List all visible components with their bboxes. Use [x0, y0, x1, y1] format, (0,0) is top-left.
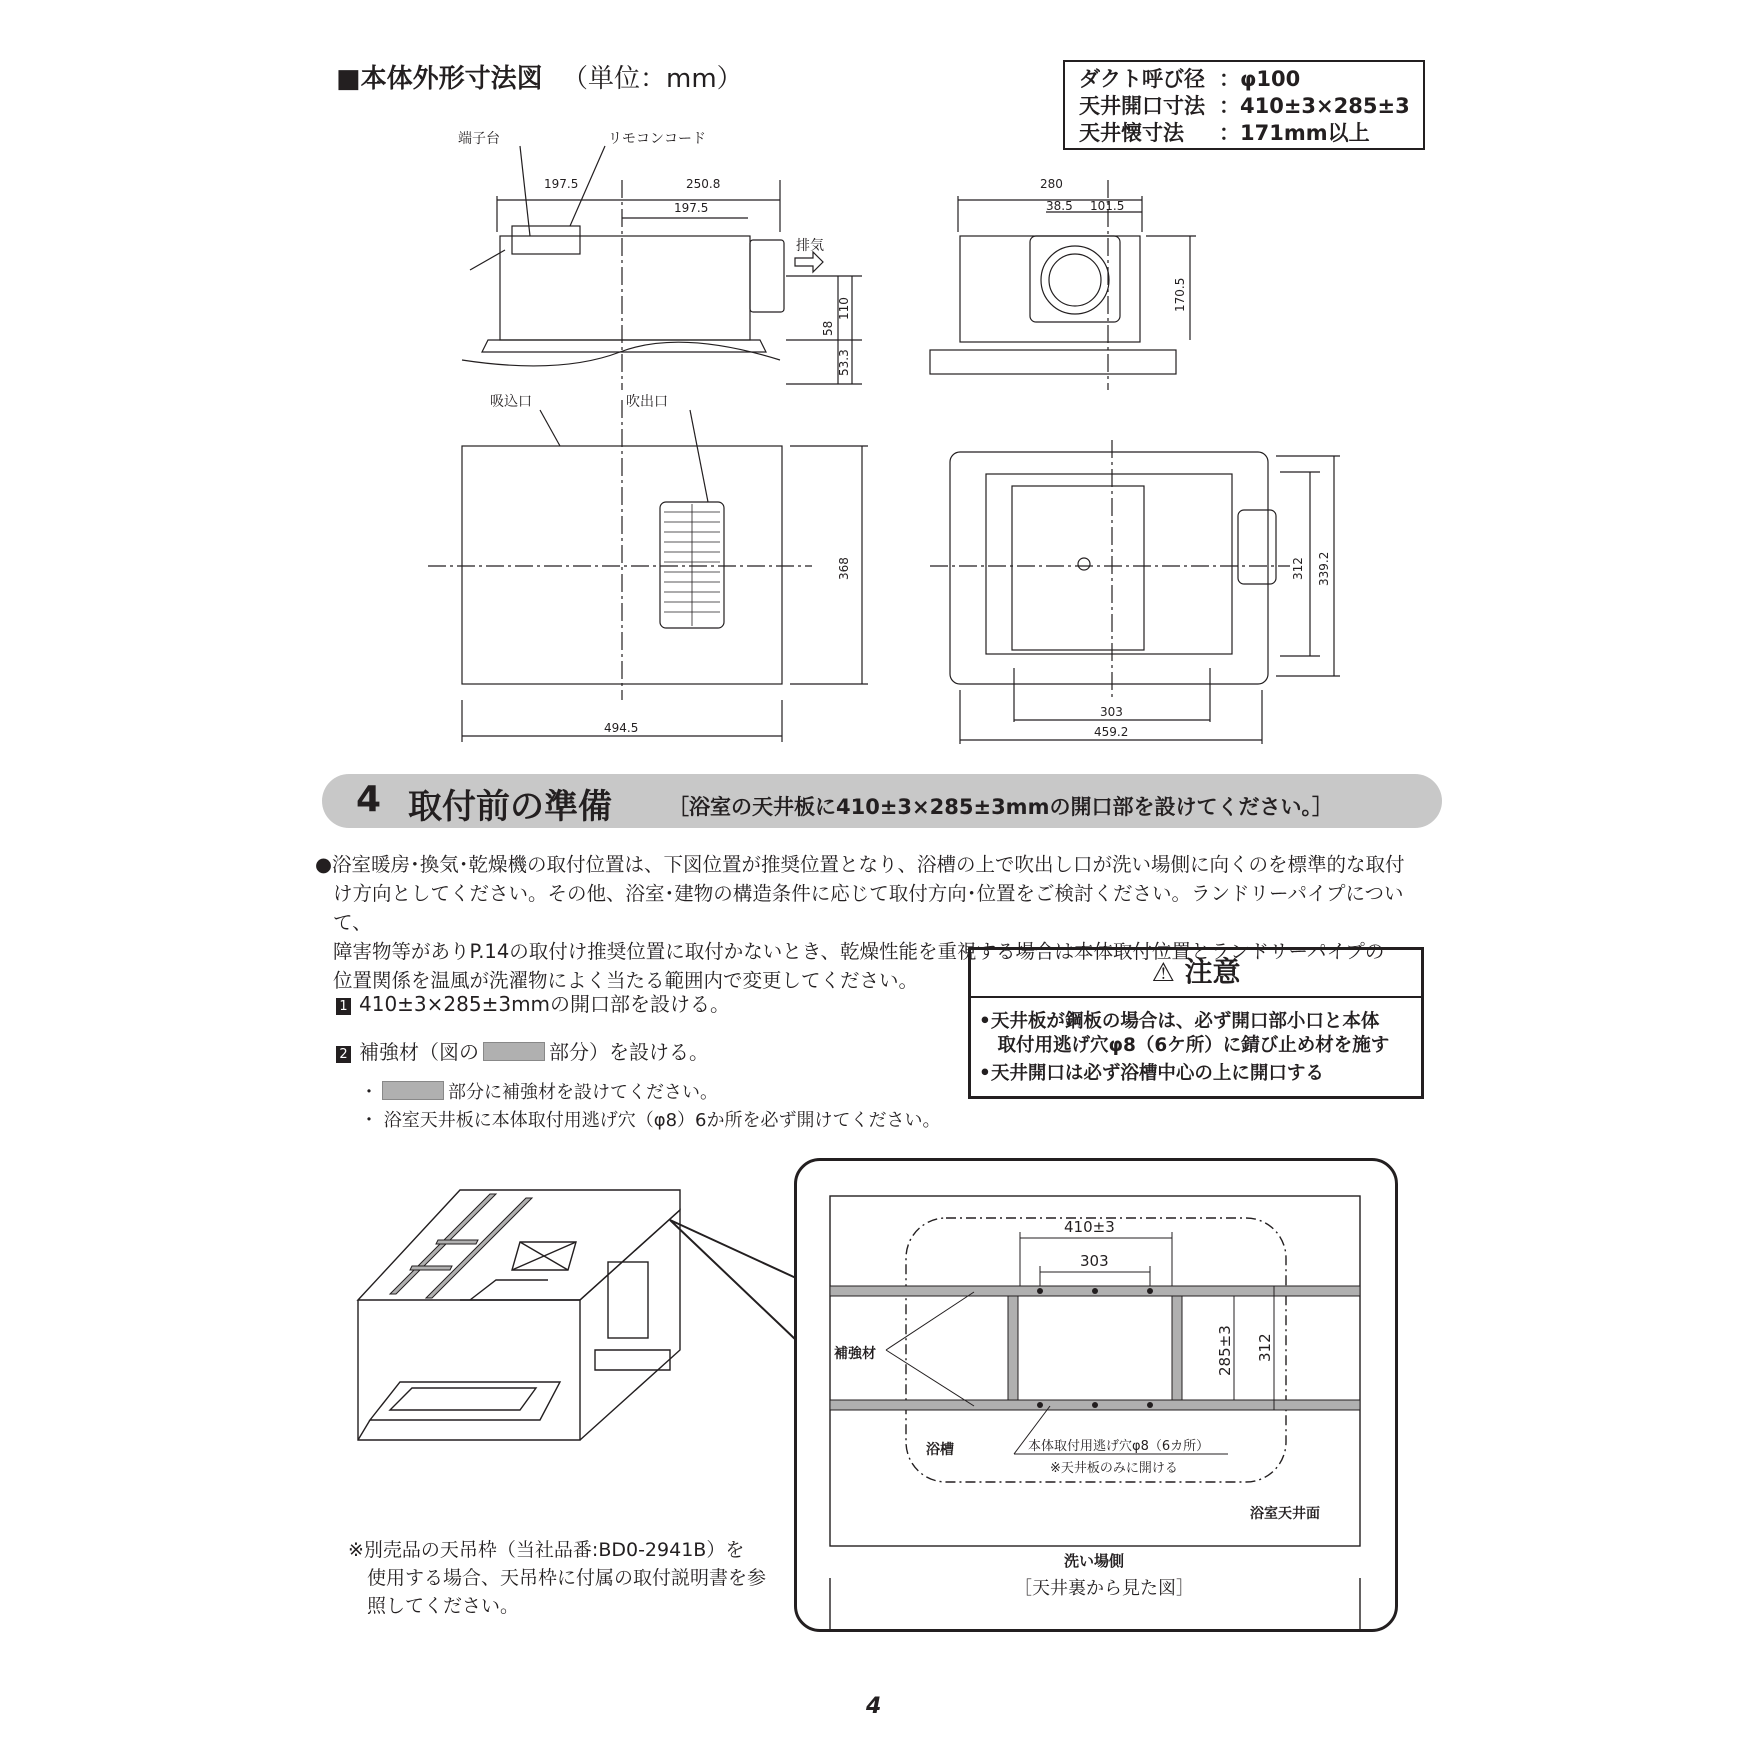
step-number: 2 — [336, 1046, 351, 1063]
plan-view-drawing — [794, 1158, 1398, 1632]
dim-label: 368 — [837, 557, 851, 580]
caution-line: •天井板が鋼板の場合は、必ず開口部小口と本体 — [979, 1011, 1380, 1032]
section-heading: 取付前の準備 — [408, 787, 612, 827]
spec-value: ：171mm以上 — [1219, 121, 1370, 145]
dim-label: 110 — [837, 297, 851, 320]
spec-value: ：410±3×285±3 — [1219, 94, 1410, 118]
caution-box — [968, 947, 1424, 1099]
front-base — [930, 350, 1176, 374]
plan-view-callout — [660, 1210, 800, 1360]
caution-title: 注意 — [1184, 955, 1241, 988]
warning-icon: ⚠ — [1151, 958, 1175, 988]
intro-line: ●浴室暖房･換気･乾燥機の取付位置は、下図位置が推奨位置となり、浴槽の上で吹出し口が洗い場側に向くのを標準的な取付 — [315, 853, 1405, 876]
footnote — [348, 1536, 766, 1620]
section-subtitle: ［浴室の天井板に410±3×285±3mmの開口部を設けてください。］ — [668, 795, 1333, 819]
note-1-text: 部分に補強材を設けてください。 — [448, 1082, 718, 1103]
spec-value: ：φ100 — [1219, 67, 1301, 91]
exhaust-label: 排気 — [796, 238, 824, 254]
reinforcement-swatch — [382, 1081, 444, 1100]
dim-label: 339.2 — [1317, 551, 1331, 586]
duct-flange — [1030, 236, 1120, 322]
dim-label: 280 — [1040, 177, 1063, 191]
terminal-label: 端子台 — [458, 131, 500, 147]
intro-line: 位置関係を温風が洗濯物によく当たる範囲内で変更してください。 — [333, 969, 919, 992]
step-1-text: 410±3×285±3mmの開口部を設ける。 — [359, 992, 731, 1016]
hole-note: 本体取付用逃げ穴φ8（6カ所） — [1028, 1439, 1210, 1454]
dim-label: 101.5 — [1090, 199, 1125, 213]
caution-line: 取付用逃げ穴φ8（6ケ所）に錆び止め材を施す — [979, 1035, 1390, 1056]
intake-label: 吸込口 — [490, 394, 532, 410]
step-number: 1 — [336, 998, 351, 1015]
intro-line: 障害物等がありP.14の取付け推奨位置に取付かないとき、乾燥性能を重視する場合は本体取付位置とランドリーパイプの — [333, 940, 1385, 963]
intro-line: け方向としてください。その他、浴室･建物の構造条件に応じて取付方向･位置をご検討ください。ランドリーパイプについて、 — [333, 882, 1404, 934]
plan-dim-410: 410±3 — [1064, 1218, 1115, 1236]
duct-inner — [1049, 254, 1101, 306]
step-2-text-b: 部分）を設ける。 — [549, 1040, 709, 1064]
outlet-slats — [664, 504, 720, 626]
motor-plate — [1012, 486, 1144, 650]
note-2: ・ 浴室天井板に本体取付用逃げ穴（φ8）6か所を必ず開けてください。 — [360, 1110, 941, 1131]
note-1 — [360, 1078, 718, 1104]
wash-area-label: 洗い場側 — [1064, 1552, 1125, 1570]
dim-label: 38.5 — [1046, 199, 1073, 213]
note-bullet: ・ — [360, 1082, 378, 1103]
section-number: 4 — [356, 779, 382, 820]
footnote-line: 使用する場合、天吊枠に付属の取付説明書を参 — [348, 1567, 767, 1589]
section-title: ■本体外形寸法図 — [336, 64, 543, 94]
spec-key: 天井開口寸法 — [1079, 94, 1205, 118]
step-1 — [336, 988, 730, 1017]
spec-key: 天井懐寸法 — [1079, 121, 1184, 145]
exhaust-arrow — [795, 252, 823, 272]
dim-label: 303 — [1100, 705, 1123, 719]
dim-label: 197.5 — [544, 177, 579, 191]
duct-outer — [1041, 246, 1109, 314]
page-number: 4 — [866, 1694, 882, 1719]
side-body — [500, 236, 750, 340]
footnote-line: ※別売品の天吊枠（当社品番:BD0-2941B）を — [348, 1539, 745, 1561]
plan-dim-285: 285±3 — [1216, 1325, 1234, 1376]
inside-box — [986, 474, 1232, 654]
dimension-drawings — [0, 0, 1754, 760]
remote-cord-label: リモコンコード — [608, 131, 706, 147]
dim-label: 170.5 — [1173, 277, 1187, 312]
bathtub-label: 浴槽 — [926, 1442, 954, 1458]
motor-center — [1078, 558, 1090, 570]
inside-frame — [950, 452, 1268, 684]
dim-label: 250.8 — [686, 177, 721, 191]
caution-line: •天井開口は必ず浴槽中心の上に開口する — [979, 1063, 1324, 1084]
dim-label: 312 — [1291, 557, 1305, 580]
spec-key: ダクト呼び径 — [1079, 67, 1205, 91]
caution-header — [971, 950, 1421, 998]
inside-duct — [1238, 510, 1276, 584]
reinforcement-swatch — [483, 1042, 545, 1061]
exhaust-port — [750, 240, 784, 312]
side-panel-curve — [462, 342, 780, 366]
dim-label: 53.3 — [837, 349, 851, 376]
terminal-block — [512, 226, 580, 254]
reinforcement-label: 補強材 — [834, 1346, 876, 1362]
view-caption: ［天井裏から見た図］ — [1014, 1578, 1194, 1599]
plan-dim-303: 303 — [1080, 1252, 1109, 1270]
dim-label: 58 — [821, 320, 835, 336]
hole-note-2: ※天井板のみに開ける — [1050, 1461, 1178, 1476]
plan-dim-312: 312 — [1256, 1333, 1274, 1362]
ceiling-label: 浴室天井面 — [1250, 1506, 1320, 1522]
dim-label: 459.2 — [1094, 725, 1129, 739]
dim-label: 494.5 — [604, 721, 639, 735]
step-2 — [336, 1036, 709, 1065]
footnote-line: 照してください。 — [348, 1595, 520, 1617]
unit-label: （単位：mm） — [562, 64, 743, 94]
dim-label: 197.5 — [674, 201, 709, 215]
step-2-text-a: 補強材（図の — [359, 1040, 479, 1064]
outlet-label: 吹出口 — [626, 394, 668, 410]
